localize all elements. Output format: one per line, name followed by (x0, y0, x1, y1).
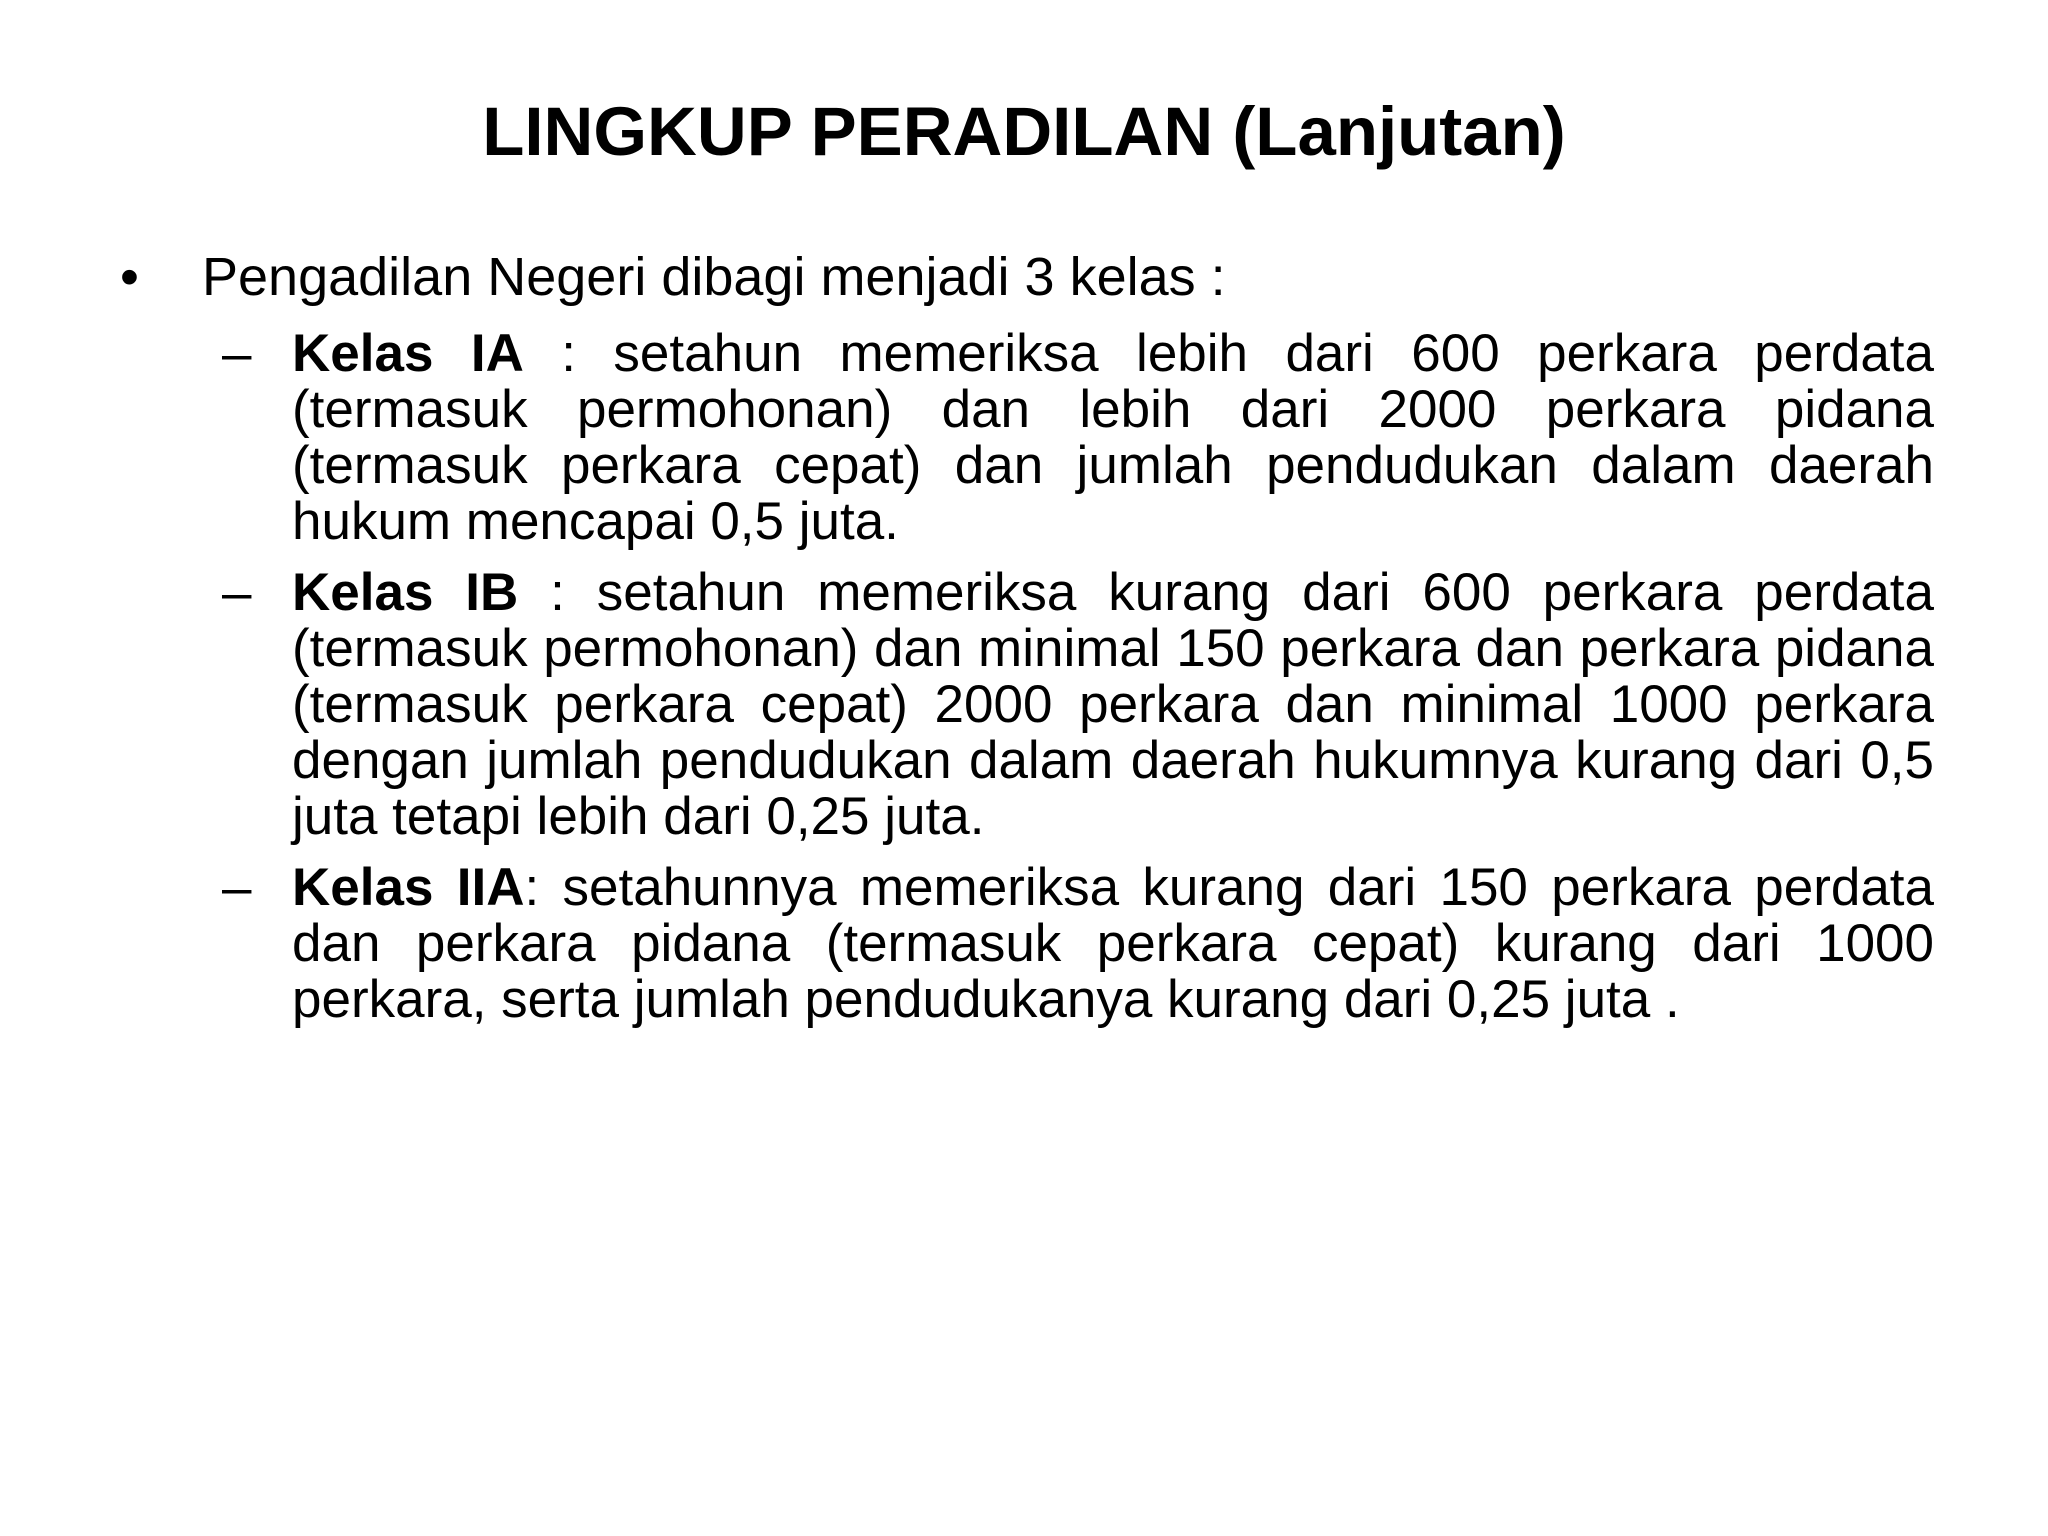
sub-item-label: Kelas IA (292, 324, 524, 383)
sub-item-kelas-iia (222, 860, 1934, 1028)
bullet-text: Pengadilan Negeri dibagi menjadi 3 kelas : (202, 247, 1226, 307)
sub-item-text: : setahun memeriksa lebih dari 600 perkara perdata (termasuk permohonan) dan lebih dari 2000 perkara pidana (termasuk perkara cepat) dan jumlah pendudukan dalam daerah hukum mencapai 0,5 juta. (292, 324, 1934, 551)
bullet-icon: • (120, 247, 139, 307)
dash-icon: – (222, 324, 252, 383)
sub-item-label: Kelas IB (292, 563, 519, 622)
slide-title: LINGKUP PERADILAN (Lanjutan) (482, 93, 1566, 170)
sub-item-label: Kelas IIA (292, 858, 525, 917)
sub-item-text: : setahun memeriksa kurang dari 600 perkara perdata (termasuk permohonan) dan minimal 150 perkara dan perkara pidana (termasuk perkara cepat) 2000 perkara dan minimal 1000 perkara dengan jumlah pendudukan dalam daerah hukumnya kurang dari 0,5 juta tetapi lebih dari 0,25 juta. (292, 563, 1934, 846)
sub-item-body (292, 565, 1934, 845)
dash-icon: – (222, 858, 252, 917)
sub-item-kelas-ib (222, 565, 1934, 845)
sub-item-body (292, 326, 1934, 550)
sub-item-kelas-ia (222, 326, 1934, 550)
sub-item-body (292, 860, 1934, 1028)
sub-list (222, 326, 1934, 1043)
sub-item-text: : setahunnya memeriksa kurang dari 150 perkara perdata dan perkara pidana (termasuk perkara cepat) kurang dari 1000 perkara, serta jumlah pendudukanya kurang dari 0,25 juta . (292, 858, 1934, 1029)
dash-icon: – (222, 563, 252, 622)
